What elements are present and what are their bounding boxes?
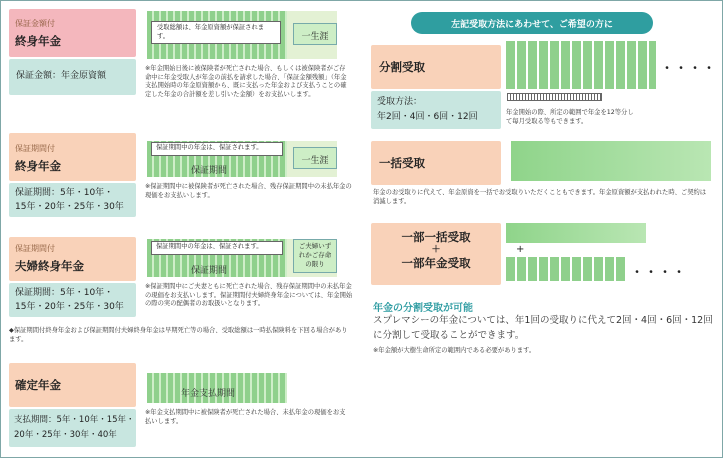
guaranteed-life-subtitle: 保証金額付 bbox=[15, 19, 55, 28]
couple-detail-2: 15年・20年・25年・30年 bbox=[15, 302, 124, 312]
couple-bar-label: ご夫婦いずれかご存命の限り bbox=[298, 242, 332, 268]
guaranteed-life-detail-box bbox=[9, 59, 136, 95]
installment-detail-box bbox=[371, 91, 501, 129]
installment-note: 年金開始の際、所定の範囲で年金を12等分して毎月受取る等もできます。 bbox=[506, 109, 634, 125]
guaranteed-life-bar-label-box bbox=[293, 23, 337, 45]
partial-lump-bar bbox=[506, 223, 646, 243]
guaranteed-life-title: 終身年金 bbox=[15, 34, 61, 48]
lump-title-box bbox=[371, 141, 501, 185]
couple-detail-box bbox=[9, 283, 136, 317]
period-life-detail-2: 15年・20年・25年・30年 bbox=[15, 202, 124, 212]
installment-method-values: 年2回・4回・6回・12回 bbox=[377, 112, 478, 122]
lump-bar bbox=[511, 141, 711, 181]
period-life-detail-box bbox=[9, 183, 136, 217]
couple-title-box bbox=[9, 237, 136, 281]
split-note: ※年金額が大樹生命所定の範囲内である必要があります。 bbox=[373, 347, 536, 354]
period-life-title: 終身年金 bbox=[15, 159, 61, 173]
period-life-title-box bbox=[9, 133, 136, 181]
fixed-note: ※年金支払期間中に被保険者が死亡された場合、未払年金の現価をお支払いします。 bbox=[145, 409, 346, 425]
diamond-note: ◆保証期間付終身年金および保証期間付夫婦終身年金は早期死亡等の場合、受取総額は一時払保険料を下回る場合があります。 bbox=[9, 327, 348, 343]
period-life-note: ※保証期間中に被保険者が死亡された場合、残存保証期間中の未払年金の現価をお支払いします。 bbox=[145, 183, 352, 199]
fixed-detail-box bbox=[9, 409, 136, 447]
period-life-bubble: 保証期間中の年金は、保証されます。 bbox=[151, 142, 283, 156]
couple-bubble: 保証期間中の年金は、保証されます。 bbox=[151, 241, 283, 255]
right-header bbox=[411, 12, 653, 34]
fixed-title-box bbox=[9, 363, 136, 407]
partial-plus: ＋ bbox=[431, 245, 441, 255]
installment-title-box bbox=[371, 45, 501, 89]
split-body: スプレマシーの年金については、年1回の受取りに代えて2回・4回・6回・12回に分割して受取ることができます。 bbox=[373, 315, 713, 341]
partial-title-box bbox=[371, 223, 501, 285]
guaranteed-life-bar-label: 一生涯 bbox=[301, 32, 329, 42]
period-life-bar-label-box bbox=[293, 147, 337, 169]
period-life-period-label: 保証期間 bbox=[191, 166, 228, 176]
period-life-bar-label: 一生涯 bbox=[301, 156, 329, 166]
couple-title: 夫婦終身年金 bbox=[15, 259, 84, 273]
couple-note: ※保証期間中にご夫妻ともに死亡された場合、残存保証期間中の未払年金の現価をお支払いします。保証期間付夫婦終身年金については、年金開始の際の実の配偶者のお取扱いとなります。 bbox=[145, 283, 353, 308]
couple-detail-1: 保証期間：5年・10年・ bbox=[15, 288, 114, 298]
fixed-period-label: 年金支払期間 bbox=[181, 389, 236, 399]
couple-subtitle: 保証期間付 bbox=[15, 244, 55, 253]
couple-period-label: 保証期間 bbox=[191, 266, 228, 276]
installment-mini-bars bbox=[507, 93, 602, 101]
installment-method-label: 受取方法： bbox=[377, 97, 423, 107]
fixed-detail-1: 支払期間：5年・10年・15年・ bbox=[14, 415, 135, 425]
period-life-detail-1: 保証期間：5年・10年・ bbox=[15, 188, 114, 198]
partial-dots: ・・・・ bbox=[631, 265, 688, 279]
installment-bars bbox=[506, 41, 656, 89]
guaranteed-life-note: ※年金開始日後に被保険者が死亡された場合、もしくは被保険者がご存命中に年金受取人が年金の前払を請求した場合、「保証金額残額」（年金支払開始時の年金原資額から、既に支払った年金および支払うことの確定した年金の合計額を差し引いた金額）をお支払いします。 bbox=[145, 65, 347, 98]
fixed-title: 確定年金 bbox=[15, 378, 61, 392]
partial-bars bbox=[506, 257, 626, 281]
guaranteed-life-title-box bbox=[9, 9, 136, 57]
couple-bar-label-box bbox=[293, 239, 337, 273]
guaranteed-life-detail: 保証金額：年金原資額 bbox=[16, 71, 107, 81]
partial-title-2: 一部年金受取 bbox=[401, 256, 471, 270]
split-header: 年金の分割受取が可能 bbox=[373, 303, 473, 314]
partial-plus-mark: + bbox=[516, 244, 525, 255]
partial-title-1: 一部一括受取 bbox=[401, 230, 471, 244]
guaranteed-life-bubble: 受取総額は、年金原資額が保証されます。 bbox=[151, 21, 281, 44]
lump-title: 一括受取 bbox=[379, 156, 425, 170]
period-life-subtitle: 保証期間付 bbox=[15, 144, 55, 153]
right-header-text: 左記受取方法にあわせて、ご希望の方に bbox=[451, 20, 613, 30]
lump-note: 年金のお受取りに代えて、年金原資を一括でお受取りいただくこともできます。年金原資額が支払われた時、ご契約は消滅します。 bbox=[373, 189, 707, 205]
installment-dots: ・・・・ bbox=[661, 61, 718, 75]
installment-title: 分割受取 bbox=[379, 60, 425, 74]
fixed-detail-2: 20年・25年・30年・40年 bbox=[14, 430, 117, 440]
